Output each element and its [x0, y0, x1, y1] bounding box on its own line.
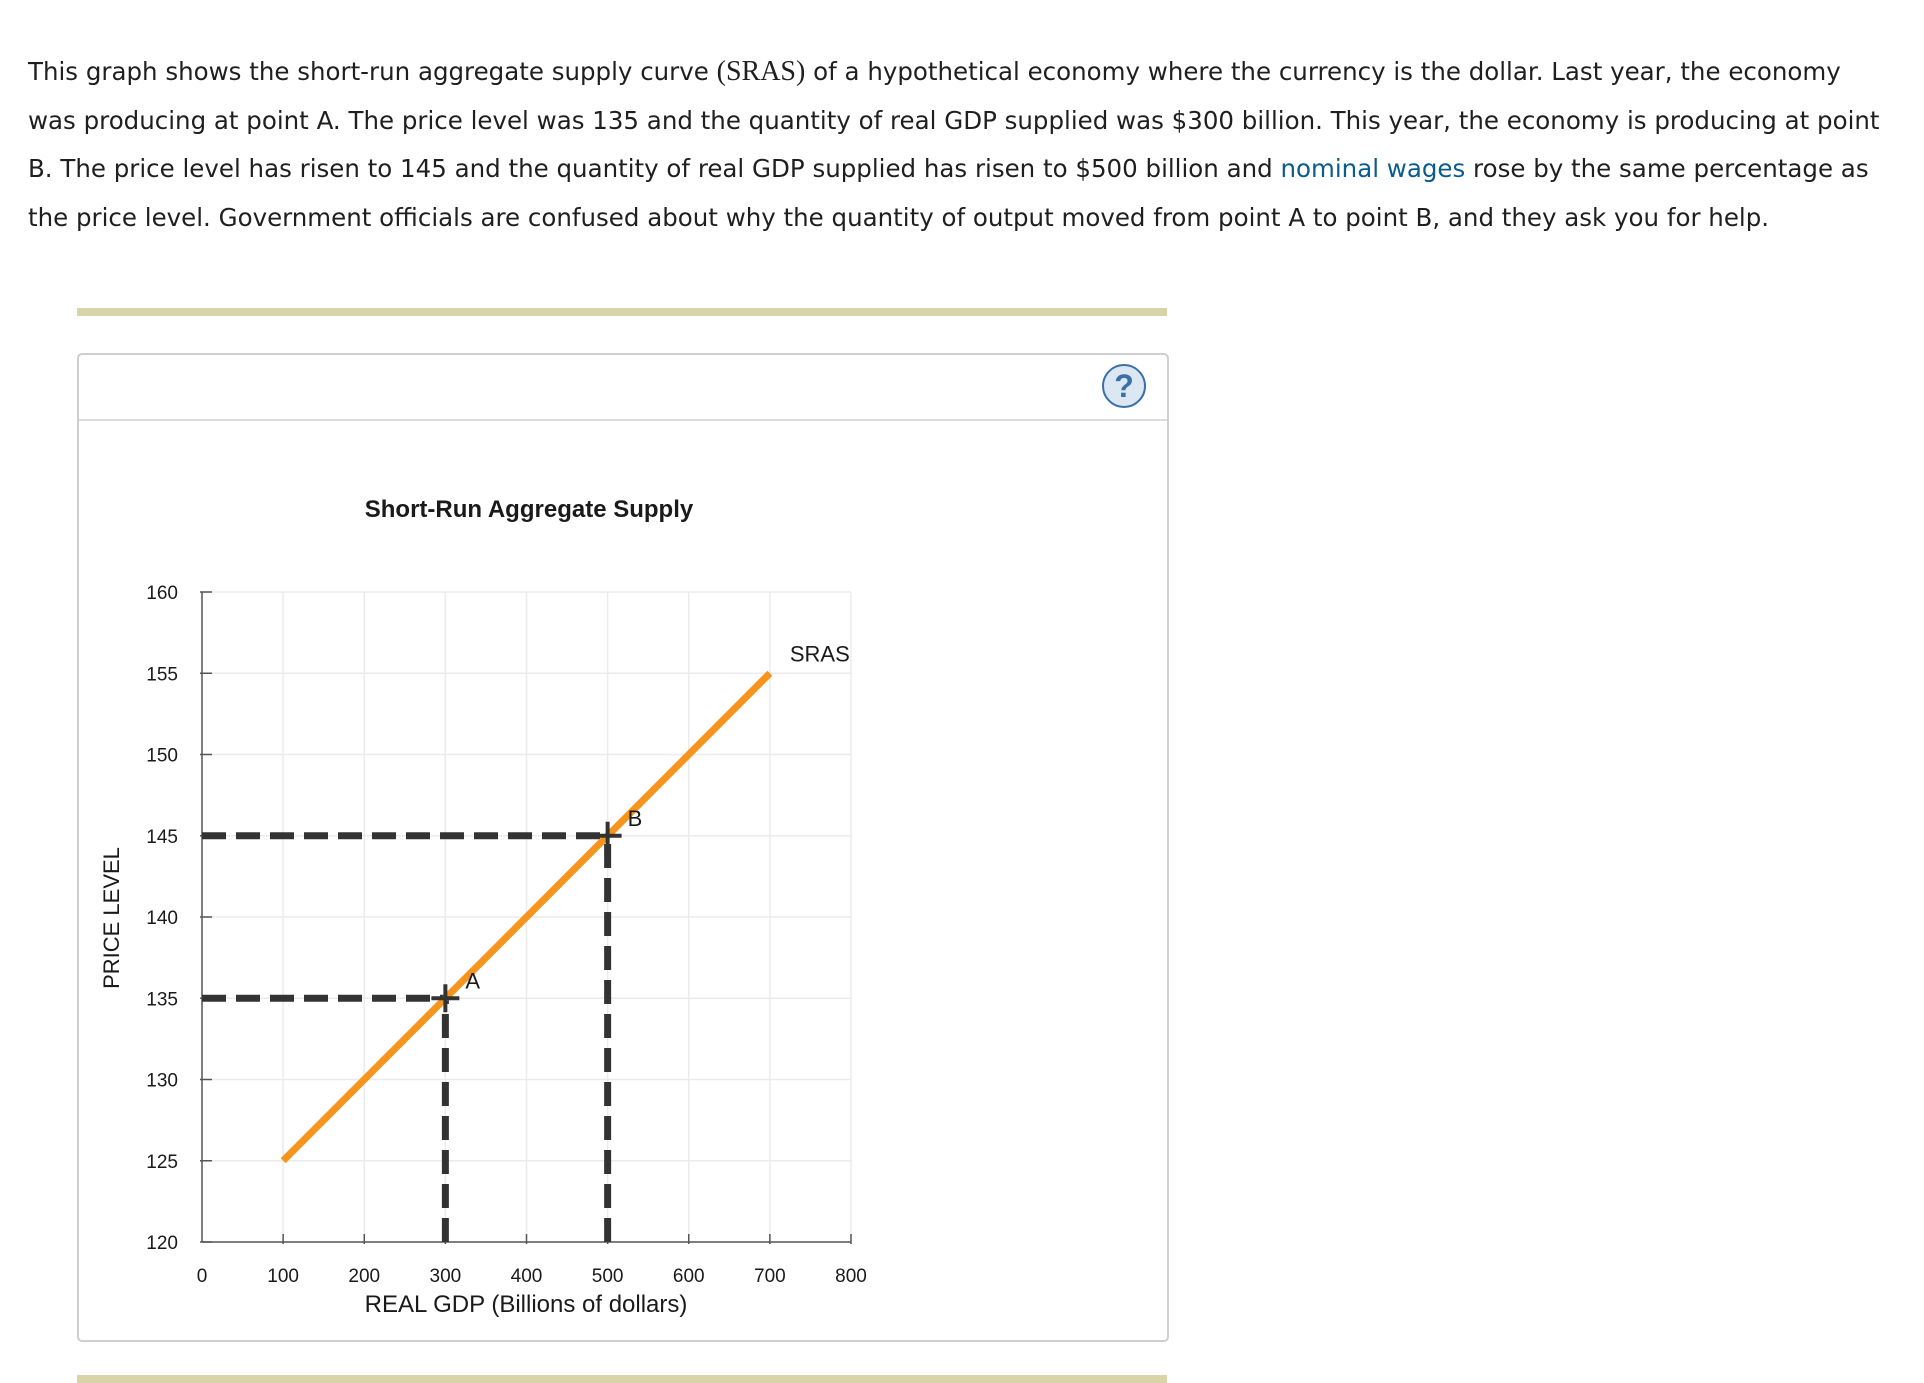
problem-statement: [28, 48, 1888, 242]
point-label-a: A: [465, 968, 481, 994]
x-axis-label: REAL GDP (Billions of dollars): [364, 1291, 688, 1318]
y-tick-label-135: 135: [146, 989, 178, 1011]
graph-panel: [77, 353, 1169, 1342]
x-tick-label-500: 500: [591, 1266, 624, 1287]
intro-text-3: rose by the same percentage as the price level. Government officials are confused about why the quantity of output moved from point A to point B, and they ask you for help.: [28, 154, 1869, 232]
x-tick-label-300: 300: [429, 1266, 462, 1287]
x-tick-label-700: 700: [754, 1266, 786, 1287]
x-tick-label-600: 600: [672, 1266, 705, 1287]
y-tick-label-125: 125: [146, 1151, 178, 1173]
x-tick-label-800: 800: [835, 1266, 867, 1287]
sras-chart: [79, 355, 1167, 1340]
y-tick-label-130: 130: [146, 1070, 178, 1092]
x-tick-label-200: 200: [348, 1266, 381, 1287]
chart-title: Short-Run Aggregate Supply: [364, 496, 694, 523]
series-label-sras: SRAS: [789, 641, 850, 667]
y-tick-label-160: 160: [146, 583, 178, 604]
y-tick-label-155: 155: [146, 664, 178, 686]
y-tick-label-140: 140: [146, 908, 178, 929]
y-tick-label-145: 145: [146, 826, 178, 848]
y-tick-label-150: 150: [146, 745, 178, 767]
x-tick-label-100: 100: [267, 1266, 299, 1287]
x-tick-label-0: 0: [196, 1266, 208, 1287]
x-tick-label-400: 400: [510, 1266, 543, 1287]
y-axis-label: PRICE LEVEL: [99, 847, 124, 989]
top-divider: [77, 308, 1167, 316]
nominal-wages-link[interactable]: nominal wages: [1280, 154, 1466, 183]
y-tick-label-120: 120: [146, 1233, 178, 1254]
question-mark-icon: ?: [1114, 368, 1134, 404]
series: [283, 641, 850, 1161]
intro-text-2: of a hypothetical economy where the currency is the dollar. Last year, the economy was producing at point A. The price level was 135 and the quantity of real GDP supplied was $300 billion. This year, the economy is producing at point B. The price level has risen to 145 and the quantity of real GDP supplied has risen to $500 billion and: [28, 57, 1880, 183]
point-label-b: B: [627, 805, 643, 831]
sras-abbreviation: (SRAS): [716, 56, 806, 87]
intro-text-1: This graph shows the short-run aggregate supply curve: [28, 57, 717, 86]
